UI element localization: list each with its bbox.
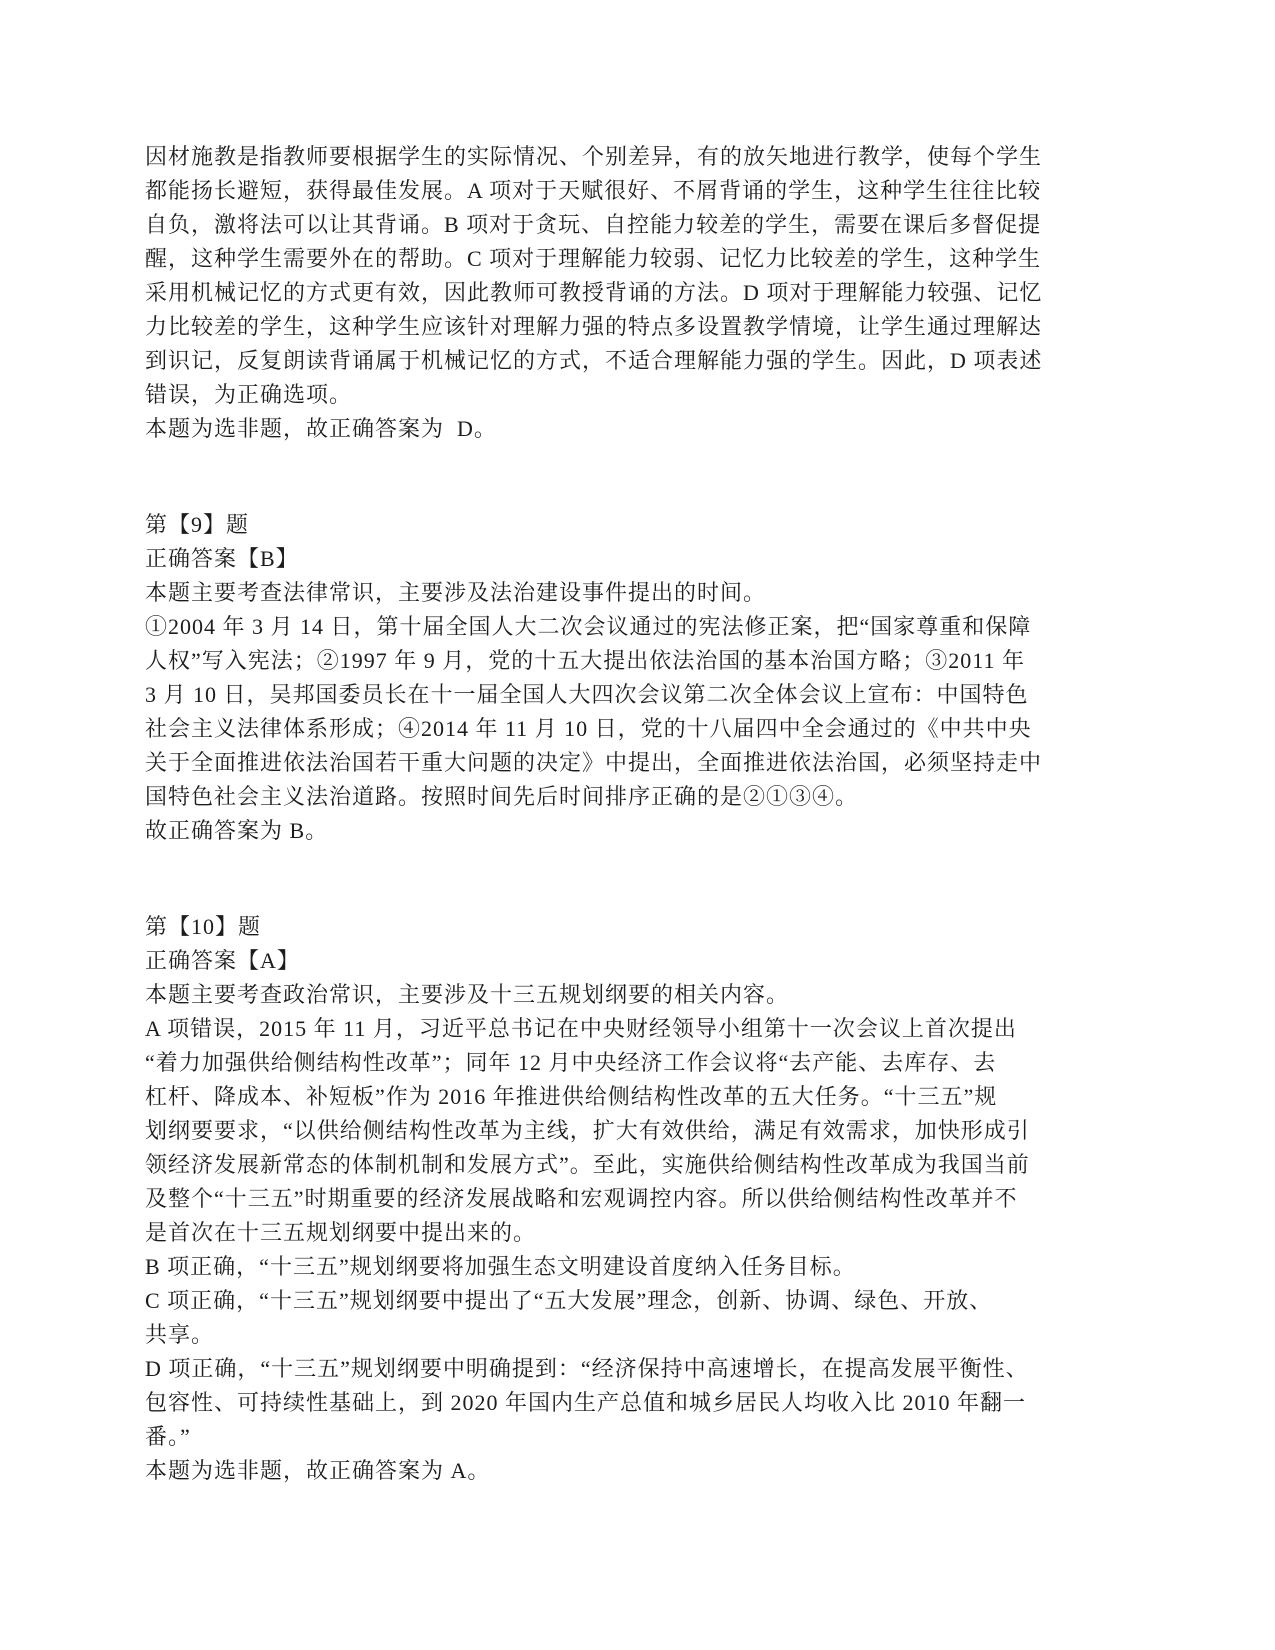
question-8-explanation-block (145, 140, 1130, 446)
text-line: 是首次在十三五规划纲要中提出来的。 (145, 1220, 537, 1245)
question-9-title: 第【9】题 (145, 512, 250, 537)
text-line: 到识记，反复朗读背诵属于机械记忆的方式，不适合理解能力强的学生。因此，D 项表述 (145, 348, 1043, 373)
text-line: 因材施教是指教师要根据学生的实际情况、个别差异，有的放矢地进行教学，使每个学生 (145, 144, 1043, 169)
text-line: 社会主义法律体系形成；④2014 年 11 月 10 日，党的十八届四中全会通过的《中共中央 (145, 716, 1032, 741)
document-content (145, 140, 1130, 1488)
text-line: 力比较差的学生，这种学生应该针对理解力强的特点多设置教学情境，让学生通过理解达 (145, 314, 1043, 339)
answer-statement: 本题为选非题，故正确答案为 D。 (145, 416, 497, 441)
question-10-title: 第【10】题 (145, 914, 262, 939)
text-line: D 项正确，“十三五”规划纲要中明确提到：“经济保持中高速增长，在提高发展平衡性、 (145, 1356, 1029, 1381)
text-line: 及整个“十三五”时期重要的经济发展战略和宏观调控内容。所以供给侧结构性改革并不 (145, 1186, 1018, 1211)
text-line: “着力加强供给侧结构性改革”；同年 12 月中央经济工作会议将“去产能、去库存、去 (145, 1050, 997, 1075)
text-line: 领经济发展新常态的体制机制和发展方式”。至此，实施供给侧结构性改革成为我国当前 (145, 1152, 1030, 1177)
question-9-answer-key: 正确答案【B】 (145, 546, 299, 571)
text-line: 共享。 (145, 1322, 215, 1347)
text-line: 人权”写入宪法；②1997 年 9 月，党的十五大提出依法治国的基本治国方略；③2011 年 (145, 648, 1025, 673)
text-line: 划纲要要求，“以供给侧结构性改革为主线，扩大有效供给，满足有效需求，加快形成引 (145, 1118, 1030, 1143)
text-line: 3 月 10 日，吴邦国委员长在十一届全国人大四次会议第二次全体会议上宣布：中国特色 (145, 682, 1029, 707)
answer-statement: 故正确答案为 B。 (145, 818, 329, 843)
text-line: 番。” (145, 1424, 191, 1449)
text-line: 都能扬长避短，获得最佳发展。A 项对于天赋很好、不屑背诵的学生，这种学生往往比较 (145, 178, 1042, 203)
text-line: C 项正确，“十三五”规划纲要中提出了“五大发展”理念，创新、协调、绿色、开放、 (145, 1288, 993, 1313)
question-10-section (145, 910, 1130, 1488)
text-line: 自负，激将法可以让其背诵。B 项对于贪玩、自控能力较差的学生，需要在课后多督促提 (145, 212, 1042, 237)
text-line: B 项正确，“十三五”规划纲要将加强生态文明建设首度纳入任务目标。 (145, 1254, 856, 1279)
text-line: 包容性、可持续性基础上，到 2020 年国内生产总值和城乡居民人均收入比 2010 年翻一 (145, 1390, 1027, 1415)
text-line: A 项错误，2015 年 11 月，习近平总书记在中央财经领导小组第十一次会议上首次提出 (145, 1016, 1017, 1041)
text-line: ①2004 年 3 月 14 日，第十届全国人大二次会议通过的宪法修正案，把“国家尊重和保障 (145, 614, 1032, 639)
text-line: 关于全面推进依法治国若干重大问题的决定》中提出，全面推进依法治国，必须坚持走中 (145, 750, 1043, 775)
question-9-section (145, 508, 1130, 848)
answer-statement: 本题为选非题，故正确答案为 A。 (145, 1458, 491, 1483)
text-line: 本题主要考查政治常识，主要涉及十三五规划纲要的相关内容。 (145, 982, 790, 1007)
text-line: 国特色社会主义法治道路。按照时间先后时间排序正确的是②①③④。 (145, 784, 859, 809)
text-line: 本题主要考查法律常识，主要涉及法治建设事件提出的时间。 (145, 580, 767, 605)
text-line: 杠杆、降成本、补短板”作为 2016 年推进供给侧结构性改革的五大任务。“十三五”规 (145, 1084, 998, 1109)
question-10-answer-key: 正确答案【A】 (145, 948, 300, 973)
text-line: 错误，为正确选项。 (145, 382, 353, 407)
text-line: 醒，这种学生需要外在的帮助。C 项对于理解能力较弱、记忆力比较差的学生，这种学生 (145, 246, 1042, 271)
text-line: 采用机械记忆的方式更有效，因此教师可教授背诵的方法。D 项对于理解能力较强、记忆 (145, 280, 1043, 305)
